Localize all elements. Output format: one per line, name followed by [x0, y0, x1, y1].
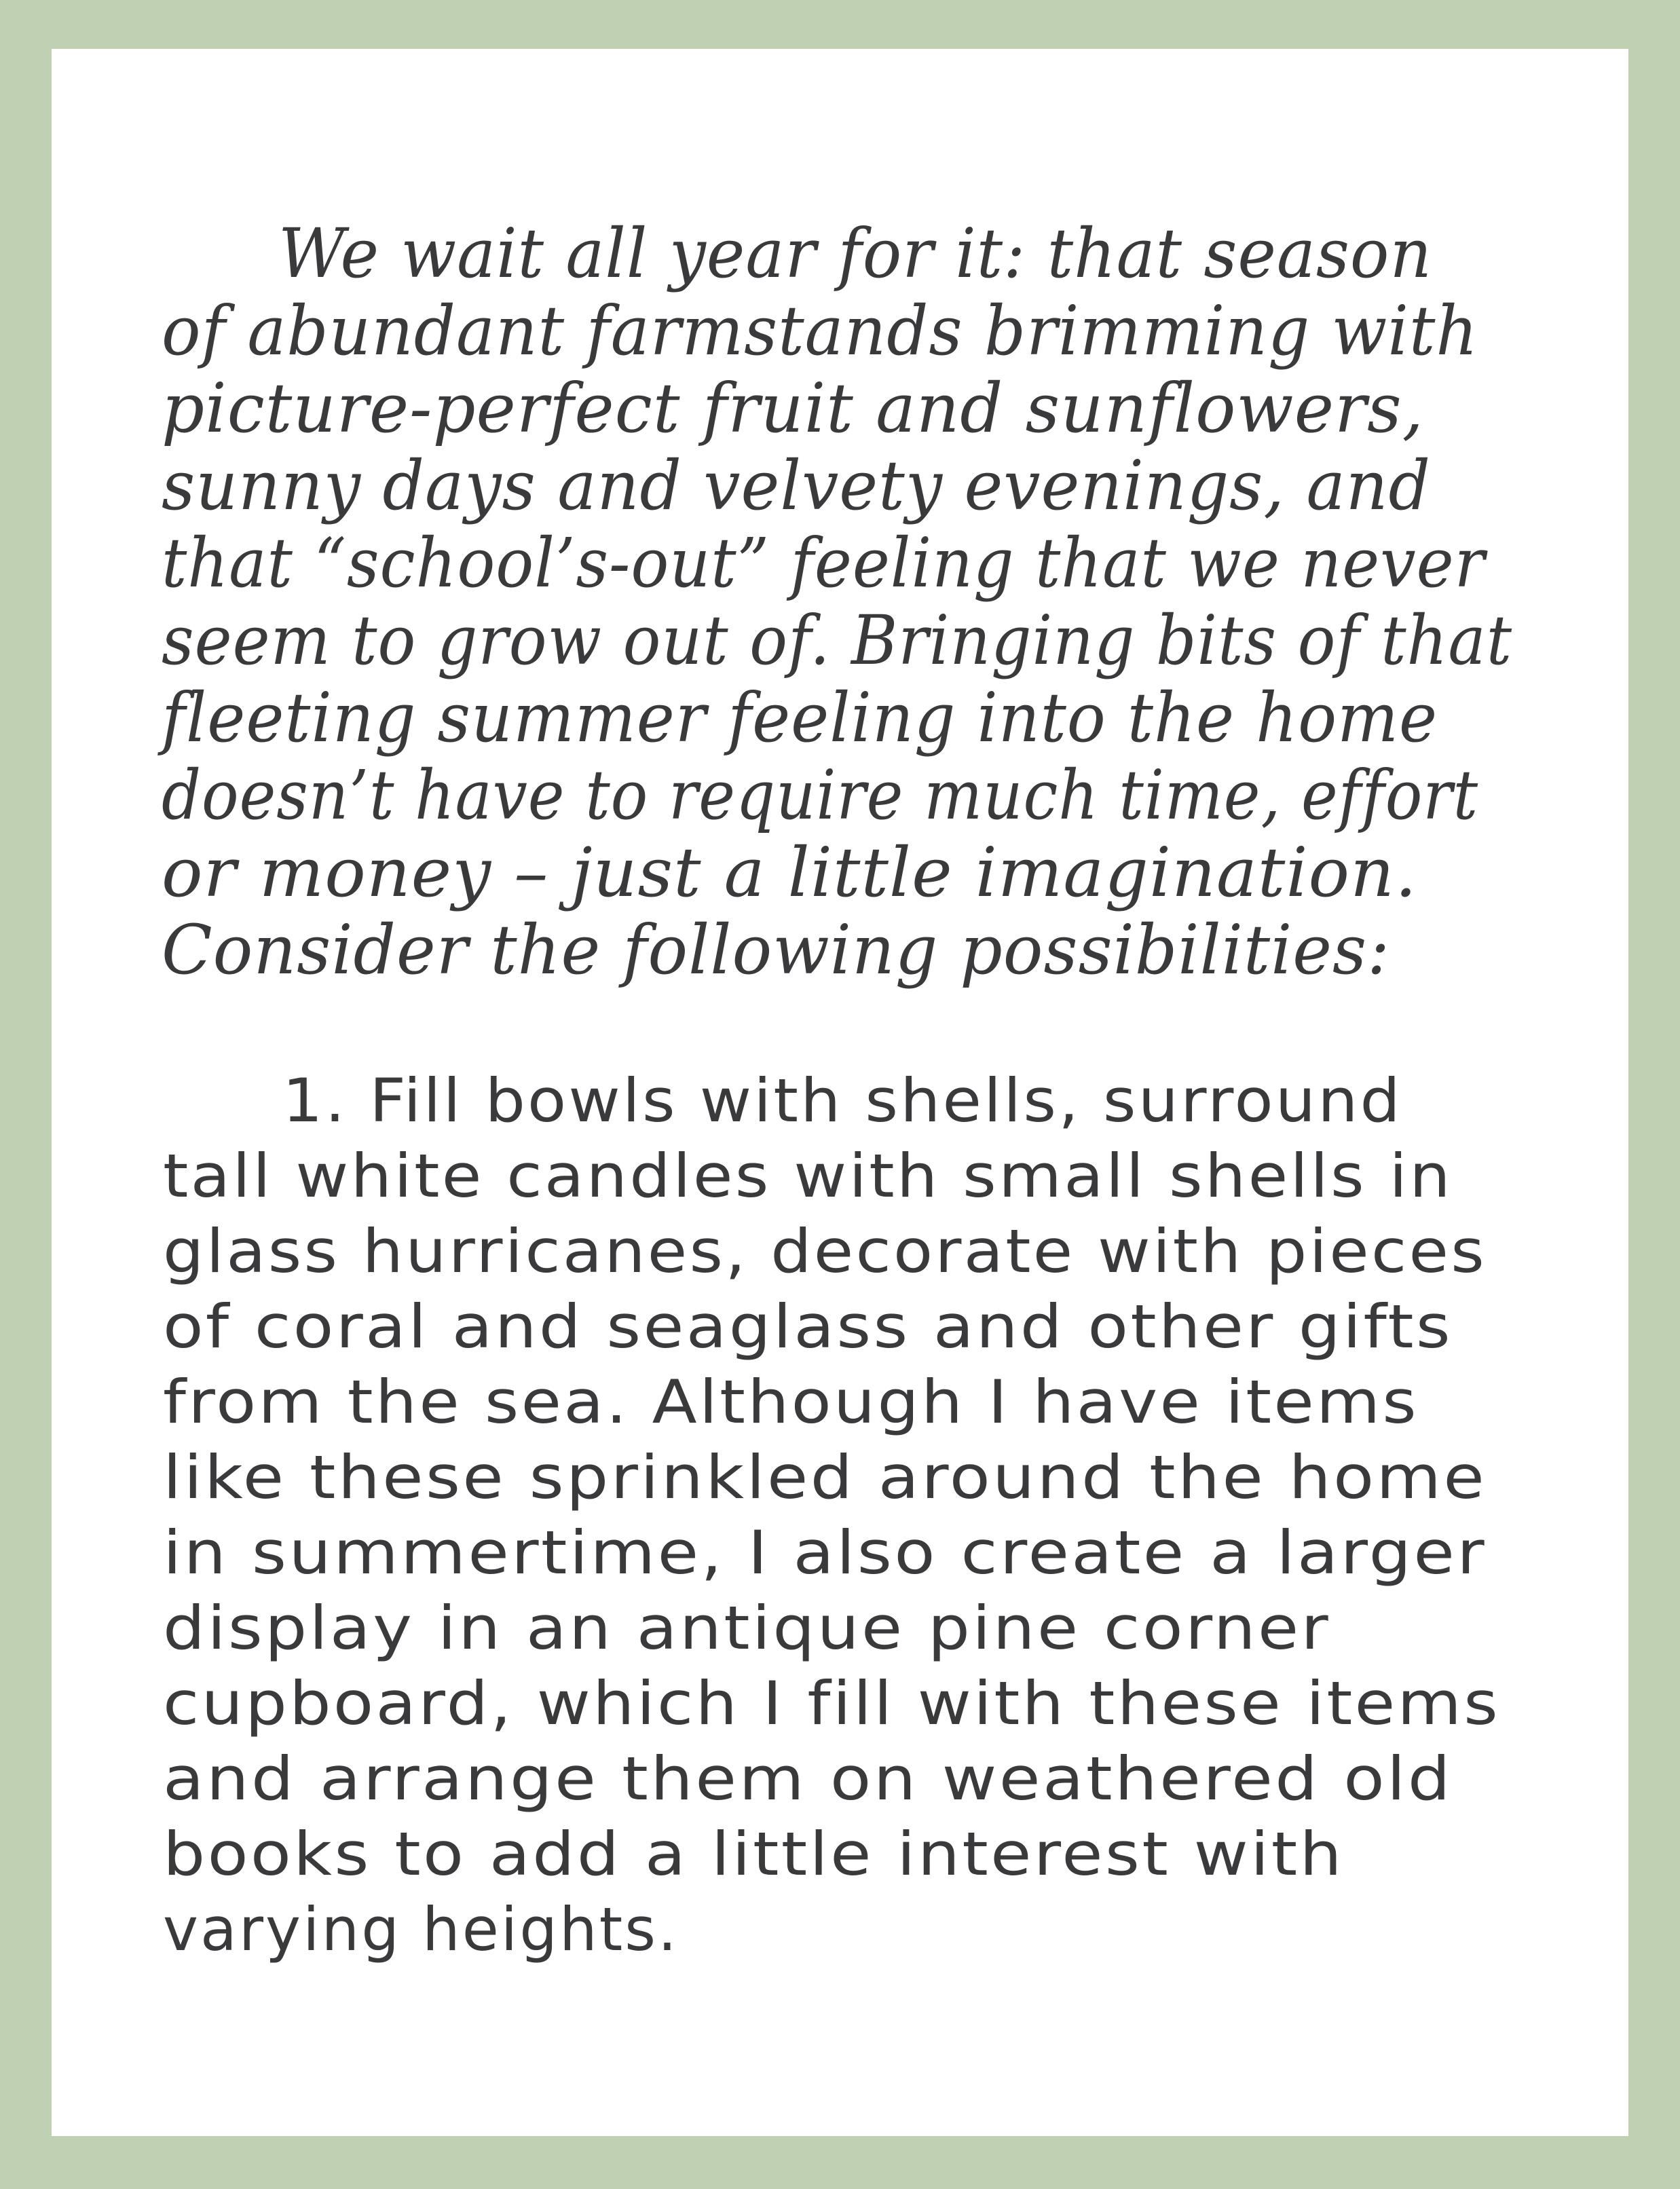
intro-line: We wait all year for it: that season — [278, 214, 1432, 293]
intro-line: Consider the following possibilities: — [162, 910, 1390, 990]
intro-line: fleeting summer feeling into the home — [162, 678, 1438, 757]
list-item-line: varying heights. — [163, 1894, 679, 1964]
list-item-line: from the sea. Although I have items — [163, 1367, 1419, 1437]
intro-line: doesn’t have to require much time, effort — [162, 755, 1478, 835]
list-item-line: like these sprinkled around the home — [163, 1442, 1487, 1512]
list-item-1 — [52, 49, 1628, 2136]
intro-line: sunny days and velvety evenings, and — [162, 446, 1431, 525]
intro-line: seem to grow out of. Bringing bits of that — [162, 601, 1512, 680]
list-item-line: cupboard, which I fill with these items — [163, 1668, 1500, 1738]
list-item-line: in summertime, I also create a larger — [163, 1518, 1487, 1588]
intro-line: picture-perfect fruit and sunflowers, — [162, 369, 1424, 448]
list-item-line: display in an antique pine corner — [163, 1593, 1330, 1663]
list-item-line: 1. Fill bowls with shells, surround — [282, 1066, 1402, 1136]
intro-line: or money – just a little imagination. — [162, 833, 1417, 912]
list-item-line: of coral and seaglass and other gifts — [163, 1292, 1453, 1362]
list-item-line: and arrange them on weathered old — [163, 1744, 1453, 1814]
list-item-line: tall white candles with small shells in — [163, 1141, 1453, 1211]
list-item-line: books to add a little interest with — [163, 1819, 1344, 1889]
page — [52, 49, 1628, 2136]
intro-line: of abundant farmstands brimming with — [162, 291, 1478, 371]
intro-line: that “school’s-out” feeling that we never — [162, 523, 1485, 603]
list-item-line: glass hurricanes, decorate with pieces — [163, 1216, 1487, 1286]
